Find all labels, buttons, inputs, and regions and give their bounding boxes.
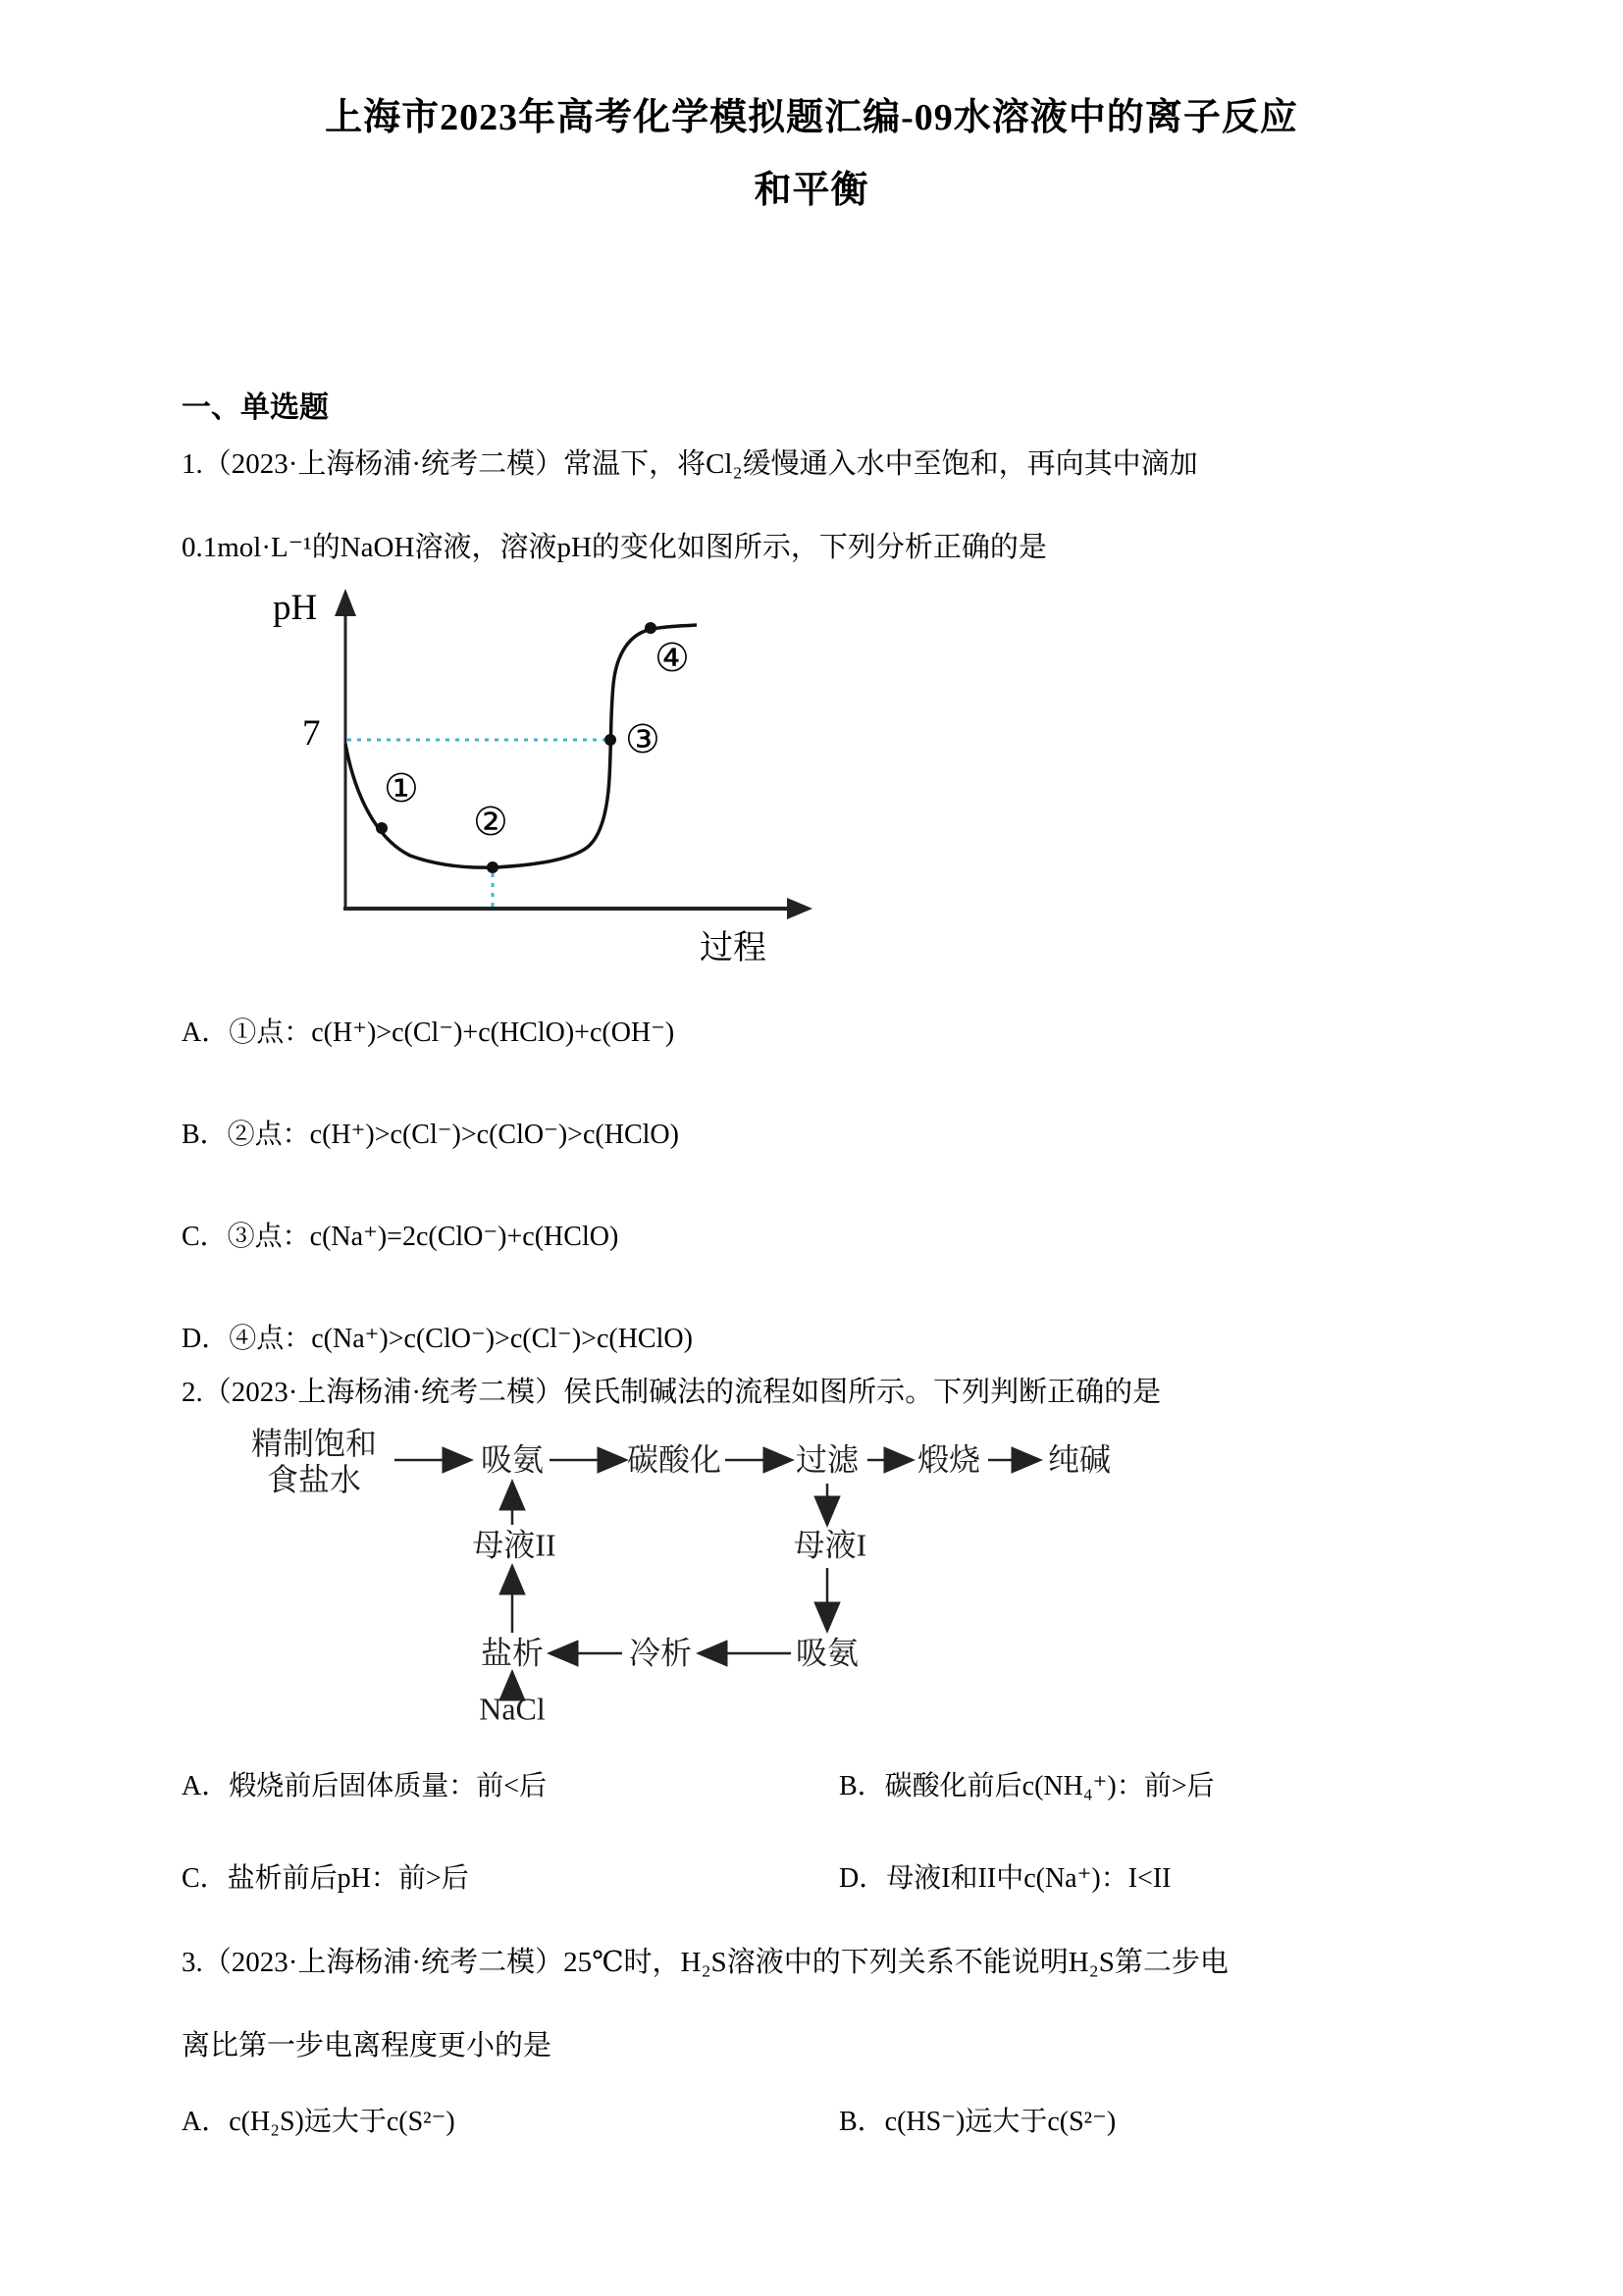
flow-node-absorb-ammonia: 吸氨 [480, 1441, 545, 1478]
page-title-line1: 上海市2023年高考化学模拟题汇编-09水溶液中的离子反应 [325, 97, 1298, 138]
q2-flowchart [226, 1421, 1148, 1735]
flow-node-mother-liquor-ii: 母液II [472, 1527, 556, 1563]
q1-option-c: C．③点：c(Na⁺)=2c(ClO⁻)+c(HClO) [182, 1222, 619, 1252]
flow-node-salting-out: 盐析 [480, 1635, 545, 1671]
q1-text-line2: 0.1mol·L⁻¹的NaOH溶液，溶液pH的变化如图所示，下列分析正确的是 [182, 532, 1047, 563]
point4-label: ④ [654, 636, 690, 681]
q1-option-d: D．④点：c(Na⁺)>c(ClO⁻)>c(Cl⁻)>c(HClO) [182, 1324, 693, 1354]
x-axis-label: 过程 [700, 930, 766, 966]
point1-dot [376, 822, 388, 834]
y-axis-arrow-icon [335, 589, 356, 616]
flow-node-absorb-ammonia-2: 吸氨 [795, 1635, 860, 1671]
flow-node-mother-liquor-i: 母液I [793, 1527, 867, 1563]
q3-option-a: A．c(H₂S)远大于c(S²⁻) [182, 2107, 455, 2137]
section-heading: 一、单选题 [182, 391, 329, 424]
q2-option-d: D．母液I和II中c(Na⁺)：I<II [839, 1863, 1172, 1894]
flow-node-refined-brine [251, 1426, 377, 1498]
flow-node-carbonation: 碳酸化 [626, 1441, 722, 1478]
flow-node-refined-brine-line2: 食盐水 [266, 1462, 362, 1497]
point2-dot [487, 861, 498, 873]
point4-dot [645, 622, 656, 634]
point3-dot [604, 734, 616, 746]
flow-node-calcination: 煅烧 [916, 1441, 981, 1478]
y-axis-label: pH [273, 588, 318, 628]
q1-ph-figure [265, 587, 814, 979]
point2-label: ② [473, 800, 508, 845]
q3-text-line1: 3.（2023·上海杨浦·统考二模）25℃时，H₂S溶液中的下列关系不能说明H₂S第二步电 [182, 1947, 1229, 1978]
q3-text-line2: 离比第一步电离程度更小的是 [182, 2030, 552, 2061]
point3-label: ③ [625, 717, 660, 762]
q1-option-a: A．①点：c(H⁺)>c(Cl⁻)+c(HClO)+c(OH⁻) [182, 1018, 675, 1048]
q1-option-b: B．②点：c(H⁺)>c(Cl⁻)>c(ClO⁻)>c(HClO) [182, 1120, 679, 1150]
q3-option-b: B．c(HS⁻)远大于c(S²⁻) [839, 2107, 1117, 2137]
q2-option-b: B．碳酸化前后c(NH₄⁺)：前>后 [839, 1771, 1215, 1801]
x-axis-arrow-icon [787, 898, 812, 919]
flow-node-nacl: NaCl [479, 1691, 546, 1727]
q2-option-c: C．盐析前后pH：前>后 [182, 1863, 469, 1894]
q2-option-a: A．煅烧前后固体质量：前<后 [182, 1771, 548, 1801]
flow-node-soda-ash: 纯碱 [1047, 1441, 1112, 1478]
q2-text: 2.（2023·上海杨浦·统考二模）侯氏制碱法的流程如图所示。下列判断正确的是 [182, 1377, 1162, 1408]
page-title-line2: 和平衡 [754, 170, 869, 211]
flow-node-filtration: 过滤 [795, 1441, 860, 1478]
flow-node-cold-precipitation: 冷析 [628, 1635, 693, 1671]
q1-text-line1: 1.（2023·上海杨浦·统考二模）常温下，将Cl₂缓慢通入水中至饱和，再向其中滴加 [182, 448, 1198, 480]
flow-node-refined-brine-line1: 精制饱和 [250, 1426, 378, 1461]
point1-label: ① [384, 766, 419, 811]
y-axis-tick-7: 7 [302, 713, 321, 754]
